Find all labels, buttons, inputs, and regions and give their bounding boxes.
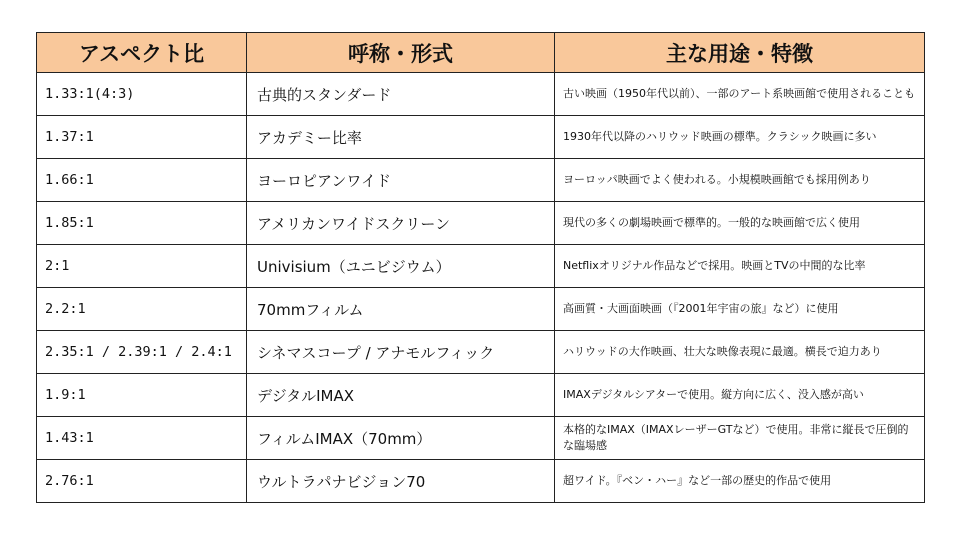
- name-cell: 古典的スタンダード: [247, 73, 555, 116]
- ratio-cell: 1.85:1: [37, 202, 247, 245]
- ratio-cell: 2.76:1: [37, 460, 247, 503]
- name-cell: デジタルIMAX: [247, 374, 555, 417]
- table-row: [37, 417, 925, 460]
- feature-cell: ヨーロッパ映画でよく使われる。小規模映画館でも採用例あり: [555, 159, 925, 202]
- name-cell: アメリカンワイドスクリーン: [247, 202, 555, 245]
- table-row: [37, 116, 925, 159]
- name-cell: フィルムIMAX（70mm）: [247, 417, 555, 460]
- table-row: [37, 245, 925, 288]
- ratio-cell: 1.66:1: [37, 159, 247, 202]
- table-row: [37, 202, 925, 245]
- feature-cell: Netflixオリジナル作品などで採用。映画とTVの中間的な比率: [555, 245, 925, 288]
- table-row: [37, 331, 925, 374]
- name-cell: 70mmフィルム: [247, 288, 555, 331]
- feature-cell: 現代の多くの劇場映画で標準的。一般的な映画館で広く使用: [555, 202, 925, 245]
- table-header-row: [37, 33, 925, 73]
- feature-cell: 古い映画（1950年代以前）、一部のアート系映画館で使用されることも: [555, 73, 925, 116]
- header-aspect-ratio: アスペクト比: [37, 33, 247, 73]
- table-row: [37, 73, 925, 116]
- ratio-cell: 1.37:1: [37, 116, 247, 159]
- header-name-format: 呼称・形式: [247, 33, 555, 73]
- table-row: [37, 374, 925, 417]
- feature-cell: 高画質・大画面映画（『2001年宇宙の旅』など）に使用: [555, 288, 925, 331]
- feature-cell: IMAXデジタルシアターで使用。縦方向に広く、没入感が高い: [555, 374, 925, 417]
- name-cell: ヨーロピアンワイド: [247, 159, 555, 202]
- aspect-ratio-table: [36, 32, 925, 503]
- feature-cell: ハリウッドの大作映画、壮大な映像表現に最適。横長で迫力あり: [555, 331, 925, 374]
- feature-cell: 本格的なIMAX（IMAXレーザーGTなど）で使用。非常に縦長で圧倒的な臨場感: [555, 417, 925, 460]
- name-cell: ウルトラパナビジョン70: [247, 460, 555, 503]
- header-usage-features: 主な用途・特徴: [555, 33, 925, 73]
- name-cell: シネマスコープ / アナモルフィック: [247, 331, 555, 374]
- ratio-cell: 2.2:1: [37, 288, 247, 331]
- table-row: [37, 159, 925, 202]
- table-row: [37, 460, 925, 503]
- ratio-cell: 2.35:1 / 2.39:1 / 2.4:1: [37, 331, 247, 374]
- name-cell: Univisium（ユニビジウム）: [247, 245, 555, 288]
- ratio-cell: 1.33:1(4:3): [37, 73, 247, 116]
- table-row: [37, 288, 925, 331]
- ratio-cell: 1.9:1: [37, 374, 247, 417]
- feature-cell: 超ワイド。『ベン・ハー』など一部の歴史的作品で使用: [555, 460, 925, 503]
- name-cell: アカデミー比率: [247, 116, 555, 159]
- ratio-cell: 1.43:1: [37, 417, 247, 460]
- feature-cell: 1930年代以降のハリウッド映画の標準。クラシック映画に多い: [555, 116, 925, 159]
- ratio-cell: 2:1: [37, 245, 247, 288]
